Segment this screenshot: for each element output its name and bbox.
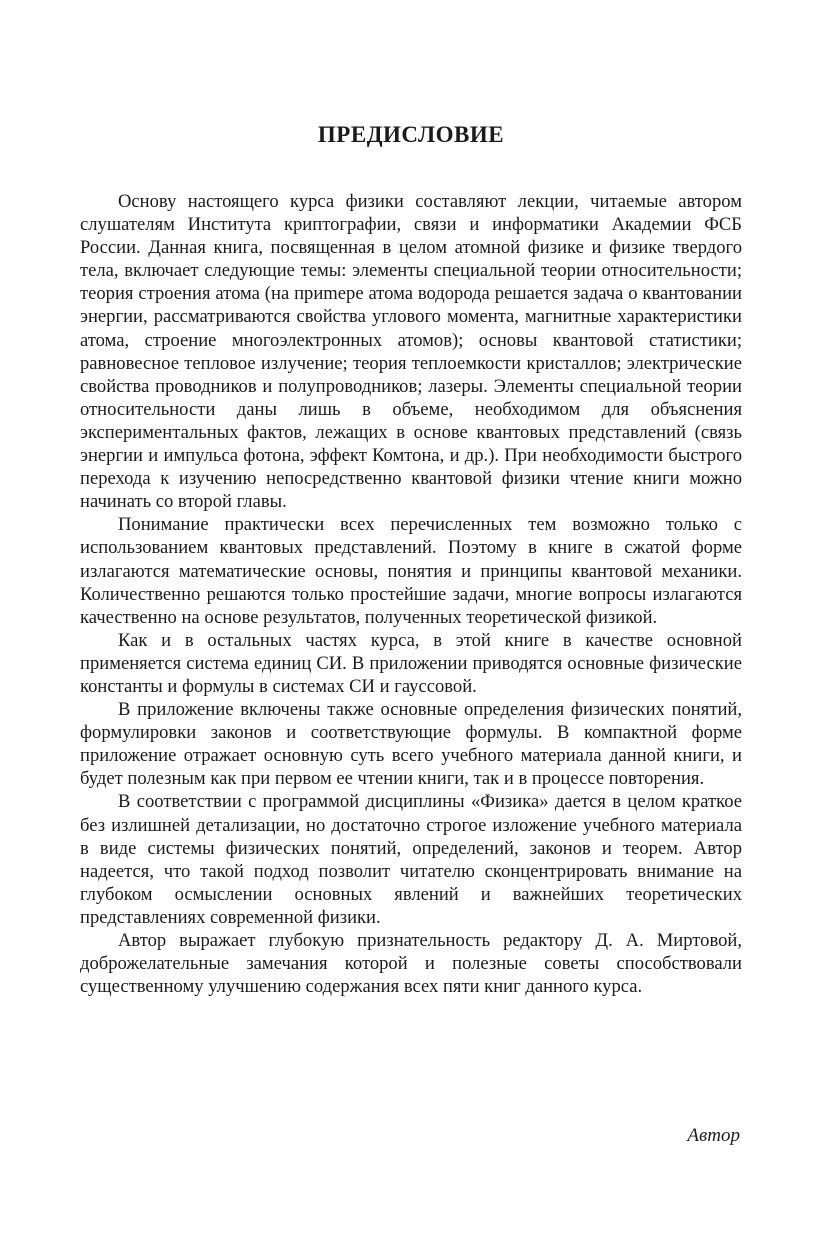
paragraph-5: В соответствии с программой дисциплины «Физика» дается в целом краткое без излишней детализации, но достаточно строгое изложение учебного материала в виде системы физических понятий, определений, законов и теорем. Автор надеется, что такой подход позволит читателю сконцентрировать внимание на глубоком осмыслении основных явлений и важнейших теоретических представлениях современной физики.	[80, 791, 742, 928]
page-title: ПРЕДИСЛОВИЕ	[317, 122, 505, 147]
paragraph-4: В приложение включены также основные определения физических понятий, формулировки законов и соответствующие формулы. В компактной форме приложение отражает основную суть всего учебного материала данной книги, и будет полезным как при первом ее чтении книги, так и в процессе повторения.	[80, 699, 742, 790]
preface-body	[80, 190, 742, 998]
paragraph-6: Автор выражает глубокую признательность редактору Д. А. Миртовой, доброжелательные замечания которой и полезные советы способствовали существенному улучшению содержания всех пяти книг данного курса.	[80, 930, 742, 998]
paragraph-1: Основу настоящего курса физики составляют лекции, читаемые автором слушателям Института криптографии, связи и информатики Академии ФСБ России. Данная книга, посвященная в целом атомной физике и физике твердого тела, включает следующие темы: элементы специальной теории относительности; теория строения атома (на приmере атома водорода решается задача о квантовании энергии, рассматриваются свойства углового момента, магнитные характеристики атома, строение многоэлектронных атомов); основы квантовой статистики; равновесное тепловое излучение; теория теплоемкости кристаллов; электрические свойства проводников и полупроводников; лазеры. Элементы специальной теории относительности даны лишь в объеме, необходимом для объяснения экспериментальных фактов, лежащих в основе квантовых представлений (связь энергии и импульса фотона, эффект Комтона, и др.). При необходимости быстрого перехода к изучению непосредственно квантовой физики чтение книги можно начинать со второй главы.	[80, 191, 742, 513]
paragraph-3: Как и в остальных частях курса, в этой книге в качестве основной применяется система единиц СИ. В приложении приводятся основные физические константы и формулы в системах СИ и гауссовой.	[80, 629, 742, 697]
document-page	[80, 0, 742, 1240]
author-signature: Автор	[687, 1125, 740, 1146]
paragraph-2: Понимание практически всех перечисленных тем возможно только с использованием квантовых представлений. Поэтому в книге в сжатой форме излагаются математические основы, понятия и принципы квантовой механики. Количественно решаются только простейшие задачи, многие вопросы излагаются качественно на основе результатов, полученных теоретической физикой.	[80, 514, 742, 628]
